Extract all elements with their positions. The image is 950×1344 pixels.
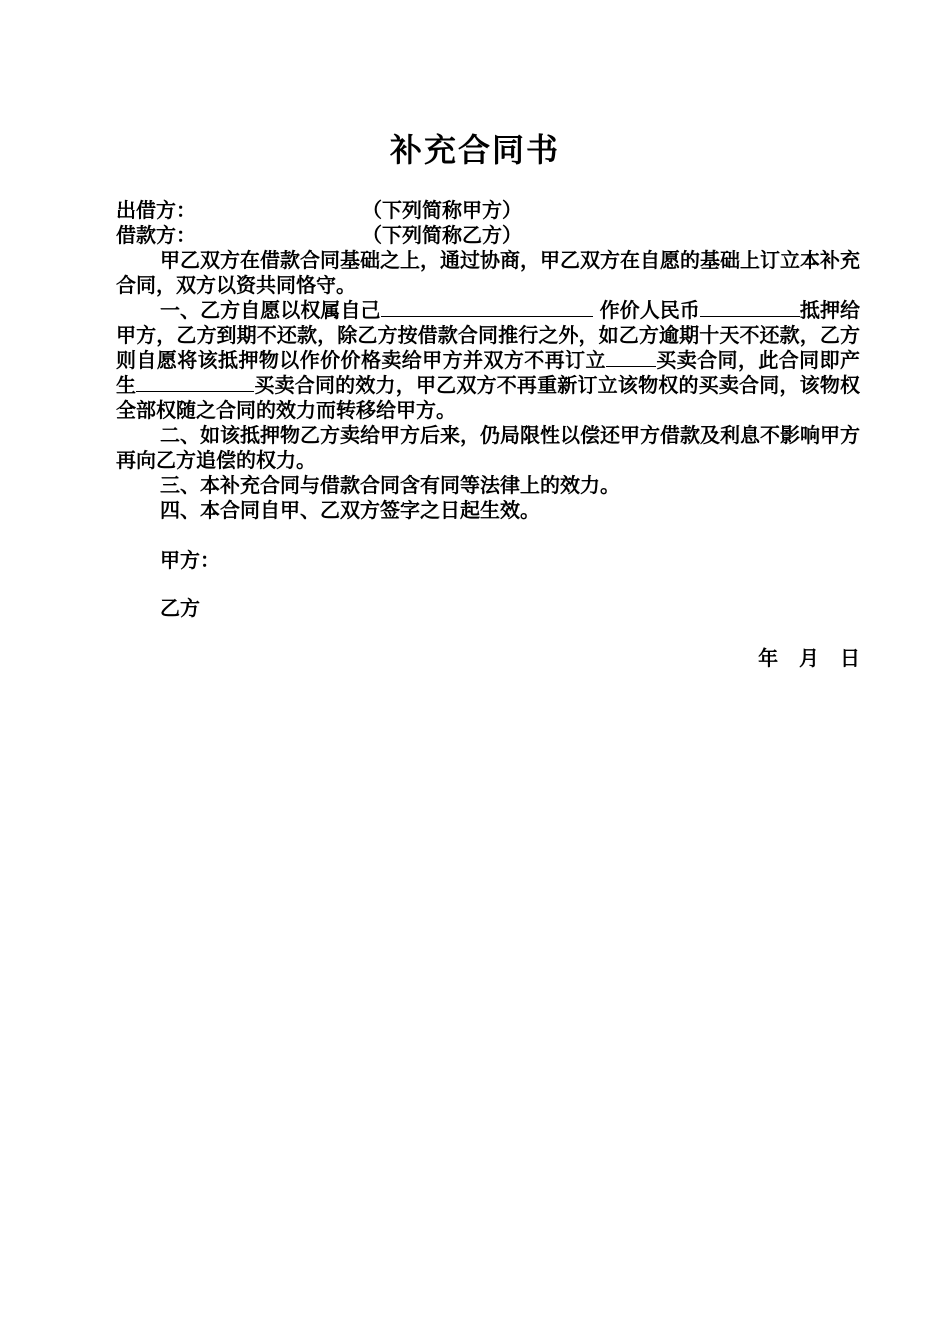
date-day: 日: [840, 646, 860, 670]
clause-1-text-b: 作价人民币: [592, 298, 700, 322]
date-line: [758, 646, 860, 671]
borrower-note: （下列简称乙方）: [362, 223, 522, 247]
contract-blank: [606, 348, 656, 367]
lender-row: [116, 198, 860, 223]
lender-note: （下列简称甲方）: [362, 198, 522, 222]
clause-1-text-e: 买卖合同的效力，甲乙双方不再重新订立该物权的买卖合同，该物权全部权随之合同的效力而转移给甲方。: [116, 373, 861, 422]
clause-1-text-d: 买卖合同，此合同即产生: [116, 348, 861, 397]
clause-3: 三、本补充合同与借款合同含有同等法律上的效力。: [160, 473, 620, 497]
borrower-row: [116, 223, 860, 248]
collateral-blank: [381, 298, 593, 317]
party-a-signature: 甲方：: [160, 548, 220, 572]
clause-2: 二、如该抵押物乙方卖给甲方后来，仍局限性以偿还甲方借款及利息不影响甲方再向乙方追偿的权力。: [116, 423, 860, 472]
lender-label: 出借方：: [116, 198, 196, 222]
party-b-signature: 乙方: [160, 596, 200, 620]
effect-blank: [136, 373, 254, 392]
document-body: [116, 198, 860, 523]
clause-1: [116, 298, 860, 423]
clause-1-text-c: 抵押给甲方，乙方到期不还款，除乙方按借款合同推行之外，如乙方逾期十天不还款，乙方则自愿将该抵押物以作价价格卖给甲方并双方不再订立: [116, 298, 861, 372]
document-title: 补充合同书: [389, 131, 560, 169]
intro-paragraph: 甲乙双方在借款合同基础之上，通过协商，甲乙双方在自愿的基础上订立本补充合同，双方以资共同恪守。: [116, 248, 860, 297]
date-year: 年: [758, 646, 779, 670]
clause-4: 四、本合同自甲、乙双方签字之日起生效。: [160, 498, 540, 522]
date-month: 月: [799, 646, 820, 670]
clause-1-text-a: 一、乙方自愿以权属自己: [160, 298, 381, 322]
price-blank: [700, 298, 800, 317]
borrower-label: 借款方：: [116, 223, 196, 247]
